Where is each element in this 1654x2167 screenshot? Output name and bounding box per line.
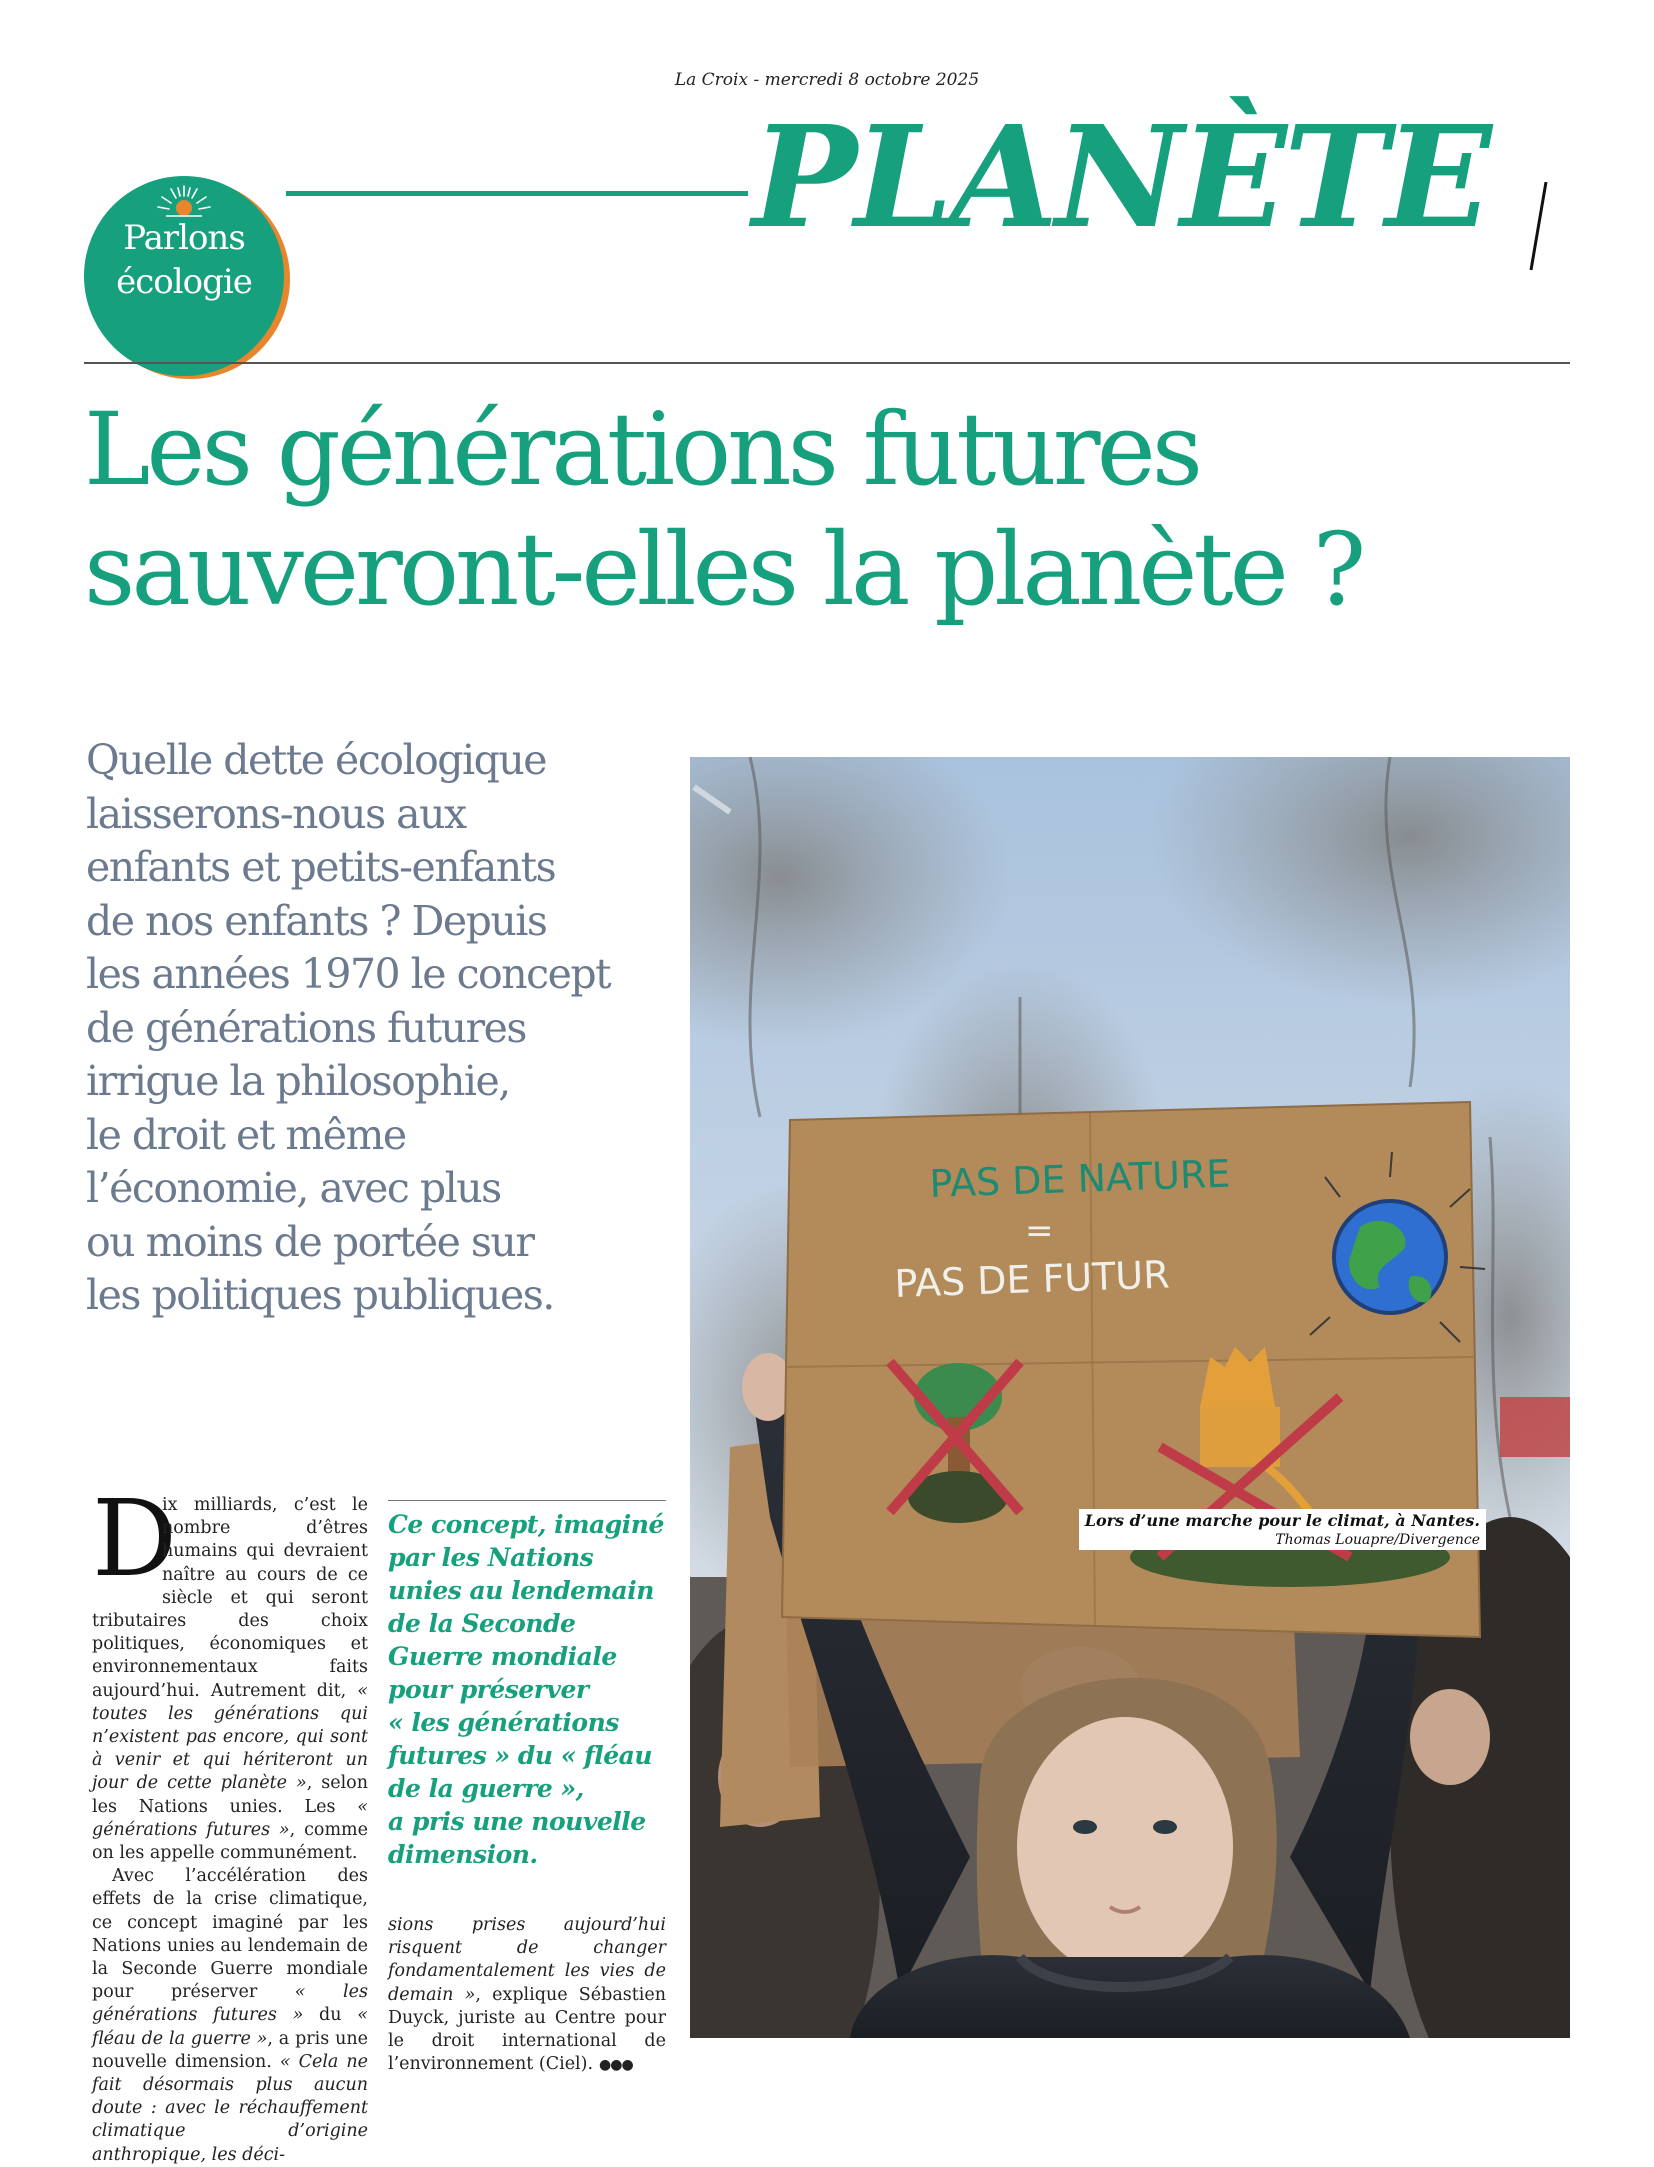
p2-text-b: du xyxy=(303,2005,358,2026)
chapo-line: les années 1970 le concept xyxy=(86,950,611,998)
pull-quote-line: dimension. xyxy=(388,1840,538,1869)
chapo-line: ou moins de portée sur xyxy=(86,1217,534,1266)
p1-quote-2: « générations futures » xyxy=(92,1796,368,1840)
chapo-line: le droit et même xyxy=(86,1110,406,1159)
pull-quote-line: a pris une nouvelle xyxy=(388,1807,646,1836)
badge-line-1: Parlons xyxy=(123,218,245,258)
chapo-line: Quelle dette écologique xyxy=(86,736,547,784)
pull-quote-line: Guerre mondiale xyxy=(388,1642,617,1671)
pull-quote-line: unies au lendemain xyxy=(388,1576,654,1605)
pull-quote-line: « les générations xyxy=(388,1708,619,1737)
p1-text-c: , comme on les appelle communément. xyxy=(92,1819,368,1864)
headline-line-1: Les générations futures xyxy=(84,391,1200,508)
chapo-line: irrigue la philosophie, xyxy=(86,1057,510,1105)
sun-icon xyxy=(154,182,214,218)
parlons-ecologie-badge xyxy=(84,176,284,376)
sign-text-line-1: PAS DE NATURE xyxy=(928,1151,1232,1206)
pull-quote-line: Ce concept, imaginé xyxy=(388,1510,664,1539)
chapo-line: de générations futures xyxy=(86,1003,526,1052)
p2-quote-3: « Cela ne fait désormais plus aucun doute : avec le réchauffement climatique d’origine anthropique, les déci- xyxy=(92,2051,368,2165)
chapo xyxy=(86,734,686,1323)
sign-text-line-2: PAS DE FUTUR xyxy=(893,1252,1171,1306)
chapo-line: de nos enfants ? Depuis xyxy=(86,896,547,945)
paragraph-2 xyxy=(92,1865,368,2167)
headline xyxy=(84,390,1564,630)
paragraph-1 xyxy=(92,1477,368,1865)
section-title: PLANÈTE xyxy=(752,96,1489,260)
drop-cap: D xyxy=(92,1477,177,1600)
caption-text: Lors d’une marche pour le climat, à Nantes. xyxy=(1084,1511,1480,1530)
article-body-column-1 xyxy=(92,1477,369,2167)
p1-text-a: ix milliards, c’est le nombre d’êtres humains qui devraient naître au cours de ce siècle et qui seront tributaires des choix politiques, économiques et environnementaux faits aujourd’hui. Autrement dit, xyxy=(92,1495,368,1701)
p3-quote: sions prises aujourd’hui risquent de changer fondamentalement les vies de demain » xyxy=(388,1915,666,2005)
p2-text-a: Avec l’accélération des effets de la crise climatique, ce concept imaginé par les Nations unies au lendemain de la Seconde Guerre mondiale pour préserver xyxy=(92,1866,368,2003)
chapo-line: l’économie, avec plus xyxy=(86,1164,501,1212)
chapo-line: enfants et petits-enfants xyxy=(86,843,556,891)
photo-credit: Thomas Louapre/Divergence xyxy=(1275,1532,1480,1548)
article-body-column-2 xyxy=(388,1914,666,2077)
p2-quote-2: « fléau de la guerre » xyxy=(92,2005,368,2049)
pull-quote-line: futures » du « fléau xyxy=(388,1741,653,1770)
photo-climate-march xyxy=(690,757,1570,2038)
p2-quote: « les générations futures » xyxy=(92,1982,368,2026)
slash-divider xyxy=(1528,182,1548,272)
header-rule xyxy=(286,191,748,196)
pull-quote-line: de la guerre », xyxy=(388,1774,584,1803)
p1-text-b: , selon les Nations unies. Les xyxy=(92,1773,368,1817)
chapo-line: les politiques publiques. xyxy=(86,1271,554,1319)
dateline: La Croix - mercredi 8 octobre 2025 xyxy=(674,70,980,90)
pull-quote-line: par les Nations xyxy=(388,1543,594,1572)
pull-quote-line: de la Seconde xyxy=(388,1609,576,1638)
badge-line-2: écologie xyxy=(116,262,252,302)
photo-illustration xyxy=(690,757,1570,2038)
pull-quote-line: pour préserver xyxy=(388,1675,589,1704)
paragraph-3 xyxy=(388,1914,666,2077)
sign-text-equals: = xyxy=(1025,1211,1054,1251)
p1-quote: « toutes les générations qui n’existent pas encore, qui sont à venir et qui hériteront un jour de cette planète » xyxy=(92,1680,368,1794)
chapo-line: laisserons-nous aux xyxy=(86,789,466,838)
headline-line-2: sauveront-elles la planète ? xyxy=(84,511,1363,628)
pull-quote xyxy=(388,1508,668,1871)
photo-caption xyxy=(1079,1509,1486,1550)
continuation-dots: ●●● xyxy=(599,2057,633,2074)
p2-text-c: , a pris une nouvelle dimension. xyxy=(92,2028,369,2072)
p3-text-b: , explique Sébastien Duyck, juriste au Centre pour le droit international de l’environnement (Ciel). xyxy=(388,1984,666,2075)
pull-quote-rule xyxy=(388,1500,666,1501)
header-bottom-rule xyxy=(84,362,1570,364)
